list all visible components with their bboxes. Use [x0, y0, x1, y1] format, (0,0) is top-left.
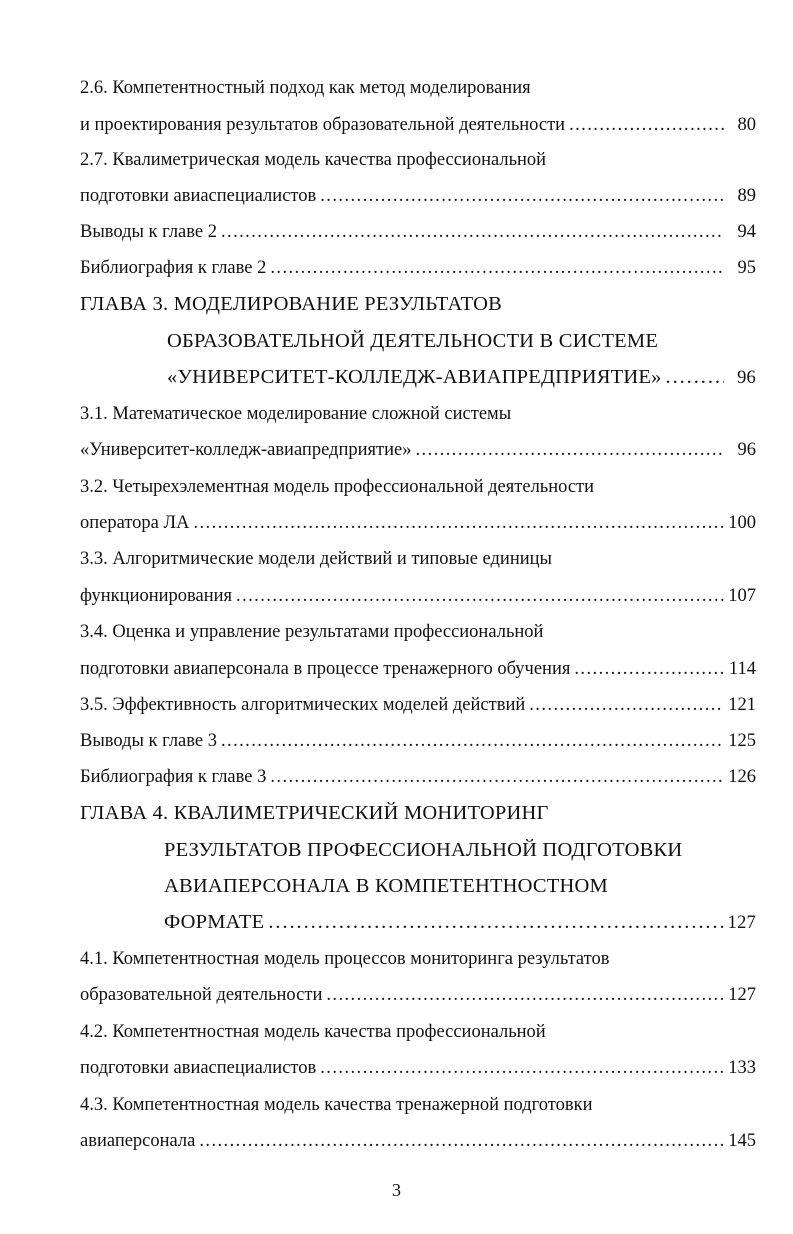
toc-entry-4-2-line1	[80, 1014, 760, 1050]
toc-chapter-3-line3	[167, 359, 756, 395]
toc-page-number: 121	[728, 695, 756, 715]
dot-leader	[268, 904, 723, 940]
toc-entry-text: Библиография к главе 3	[80, 767, 267, 787]
toc-page-number: 125	[728, 731, 756, 751]
toc-entry-3-3-line2	[80, 578, 756, 614]
toc-entry-4-1-line1	[80, 941, 760, 977]
dot-leader	[320, 1050, 724, 1086]
dot-leader	[529, 687, 724, 723]
toc-entry-text: подготовки авиаспециалистов	[80, 186, 317, 206]
toc-page-number: 95	[737, 258, 756, 278]
dot-leader	[666, 359, 724, 395]
toc-chapter-4-line1	[80, 795, 760, 831]
chapter-heading: ГЛАВА 3. МОДЕЛИРОВАНИЕ РЕЗУЛЬТАТОВ	[80, 293, 502, 315]
toc-entry-text: функционирования	[80, 586, 233, 606]
dot-leader	[193, 505, 724, 541]
toc-entry-4-3-line2	[80, 1123, 756, 1159]
toc-entry-text: образовательной деятельности	[80, 985, 323, 1005]
dot-leader	[270, 250, 724, 286]
toc-entry-text: 4.1. Компетентностная модель процессов мониторинга результатов	[80, 949, 610, 969]
toc-entry-4-3-line1	[80, 1087, 760, 1123]
toc-entry-text: 4.3. Компетентностная модель качества тренажерной подготовки	[80, 1095, 593, 1115]
toc-entry-text: 3.1. Математическое моделирование сложной системы	[80, 404, 512, 424]
toc-entry-2-7-line1	[80, 142, 760, 178]
toc-page-number: 80	[737, 115, 756, 135]
toc-entry-text: Библиография к главе 2	[80, 258, 267, 278]
toc-entry-3-2-line2	[80, 505, 756, 541]
toc-entry-text: 4.2. Компетентностная модель качества профессиональной	[80, 1022, 546, 1042]
dot-leader	[270, 759, 724, 795]
toc-entry-3-4-line1	[80, 614, 760, 650]
toc-page-number: 100	[728, 513, 756, 533]
toc-page-number: 94	[737, 222, 756, 242]
page-number: 3	[392, 1180, 401, 1200]
chapter-heading: «УНИВЕРСИТЕТ-КОЛЛЕДЖ-АВИАПРЕДПРИЯТИЕ»	[167, 366, 662, 388]
toc-entry-3-5	[80, 687, 756, 723]
chapter-heading: АВИАПЕРСОНАЛА В КОМПЕТЕНТНОСТНОМ	[164, 875, 608, 897]
toc-page-number: 127	[728, 985, 756, 1005]
toc-entry-4-2-line2	[80, 1050, 756, 1086]
toc-entry-text: «Университет-колледж-авиапредприятие»	[80, 440, 412, 460]
toc-entry-3-3-line1	[80, 541, 760, 577]
chapter-heading: ГЛАВА 4. КВАЛИМЕТРИЧЕСКИЙ МОНИТОРИНГ	[80, 802, 549, 824]
toc-entry-bibliography-ch2	[80, 250, 756, 286]
toc-entry-conclusions-ch3	[80, 723, 756, 759]
toc-entry-text: 3.5. Эффективность алгоритмических моделей действий	[80, 695, 526, 715]
dot-leader	[199, 1123, 724, 1159]
toc-entry-text: 3.3. Алгоритмические модели действий и типовые единицы	[80, 549, 552, 569]
toc-chapter-3-line2	[167, 323, 757, 359]
toc-page-number: 107	[728, 586, 756, 606]
toc-entry-3-1-line2	[80, 432, 756, 468]
chapter-heading: РЕЗУЛЬТАТОВ ПРОФЕССИОНАЛЬНОЙ ПОДГОТОВКИ	[164, 839, 683, 861]
toc-chapter-3-line1	[80, 286, 760, 322]
dot-leader	[221, 214, 724, 250]
toc-entry-text: оператора ЛА	[80, 513, 190, 533]
toc-page-number: 127	[727, 913, 756, 933]
toc-entry-text: 2.7. Квалиметрическая модель качества профессиональной	[80, 150, 547, 170]
toc-entry-4-1-line2	[80, 977, 756, 1013]
toc-entry-text: авиаперсонала	[80, 1131, 196, 1151]
toc-entry-text: 3.4. Оценка и управление результатами профессиональной	[80, 622, 544, 642]
dot-leader	[574, 651, 724, 687]
toc-page-number: 145	[728, 1131, 756, 1151]
toc-entry-text: и проектирования результатов образовательной деятельности	[80, 115, 566, 135]
toc-entry-text: 2.6. Компетентностный подход как метод моделирования	[80, 78, 531, 98]
toc-page-number: 96	[737, 440, 756, 460]
toc-entry-3-2-line1	[80, 469, 760, 505]
toc-entry-3-4-line2	[80, 651, 756, 687]
toc-entry-2-6-line2	[80, 107, 756, 143]
toc-entry-text: Выводы к главе 3	[80, 731, 217, 751]
toc-chapter-4-line2	[164, 832, 758, 868]
toc-entry-2-6-line1	[80, 70, 760, 106]
toc-page-number: 133	[728, 1058, 756, 1078]
toc-page-number: 89	[737, 186, 756, 206]
toc-page-number: 126	[728, 767, 756, 787]
dot-leader	[221, 723, 724, 759]
dot-leader	[236, 578, 724, 614]
toc-entry-2-7-line2	[80, 178, 756, 214]
toc-chapter-4-line3	[164, 868, 758, 904]
toc-entry-text: подготовки авиаперсонала в процессе тренажерного обучения	[80, 659, 571, 679]
toc-entry-bibliography-ch3	[80, 759, 756, 795]
toc-page-number: 114	[728, 659, 756, 679]
chapter-heading: ФОРМАТЕ	[164, 911, 265, 933]
toc-page-number: 96	[737, 368, 756, 388]
dot-leader	[320, 178, 724, 214]
dot-leader	[569, 107, 724, 143]
toc-entry-conclusions-ch2	[80, 214, 756, 250]
toc-entry-3-1-line1	[80, 396, 760, 432]
toc-entry-text: подготовки авиаспециалистов	[80, 1058, 317, 1078]
toc-chapter-4-line4	[164, 904, 756, 940]
dot-leader	[326, 977, 724, 1013]
toc-entry-text: 3.2. Четырехэлементная модель профессиональной деятельности	[80, 477, 595, 497]
chapter-heading: ОБРАЗОВАТЕЛЬНОЙ ДЕЯТЕЛЬНОСТИ В СИСТЕМЕ	[167, 330, 659, 352]
toc-entry-text: Выводы к главе 2	[80, 222, 217, 242]
dot-leader	[415, 432, 724, 468]
